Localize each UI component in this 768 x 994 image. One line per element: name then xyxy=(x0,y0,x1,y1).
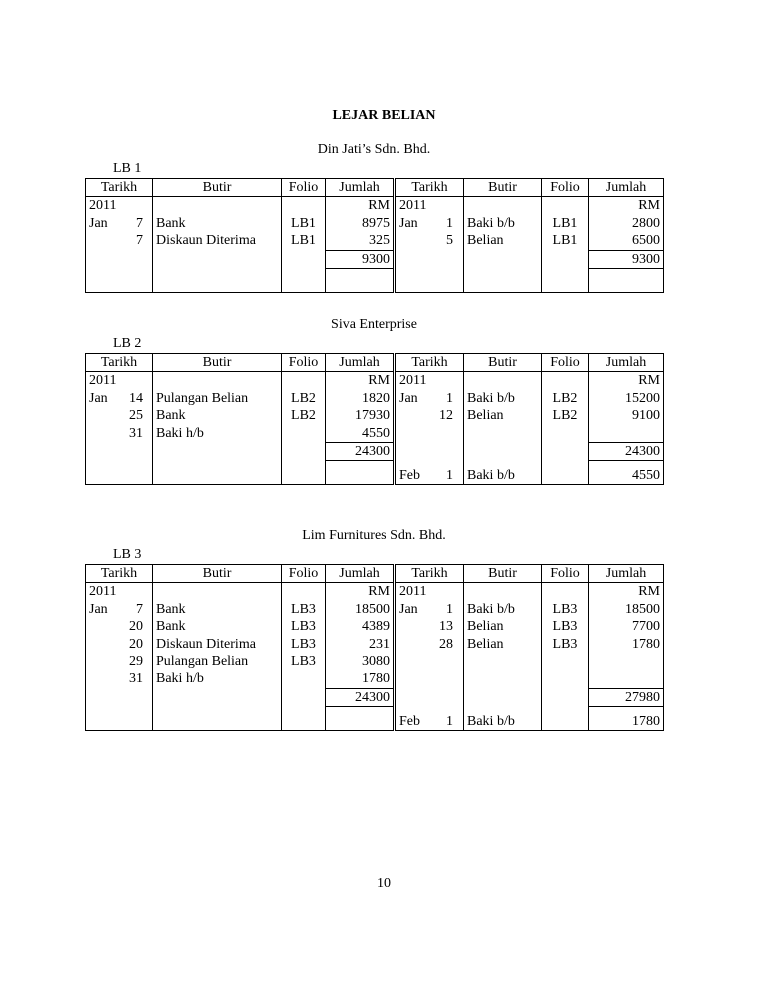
date-cell xyxy=(86,618,153,635)
entry-amount: 325 xyxy=(326,232,395,250)
carry-month: Feb xyxy=(399,713,420,729)
entry-folio: LB3 xyxy=(282,636,326,653)
entry-description: Pulangan Belian xyxy=(153,653,282,670)
header-amount: Jumlah xyxy=(589,354,664,372)
ledger-account-siva-enterprise xyxy=(85,315,663,485)
entry-description: Baki b/b xyxy=(464,601,542,618)
entry-amount: 7700 xyxy=(632,619,660,635)
table-row xyxy=(86,425,664,443)
entry-amount: 17930 xyxy=(326,407,395,424)
header-row xyxy=(86,354,664,372)
table-row xyxy=(86,653,664,670)
entry-day: 31 xyxy=(129,671,143,687)
entry-amount: 4550 xyxy=(326,425,395,443)
date-cell xyxy=(86,232,153,250)
entry-folio xyxy=(282,670,326,688)
year: 2011 xyxy=(86,197,153,215)
currency-label: RM xyxy=(638,198,660,214)
entry-day: 1 xyxy=(446,215,453,231)
entry-day: 12 xyxy=(439,408,453,424)
entry-description: Diskaun Diterima xyxy=(153,232,282,250)
currency-label: RM xyxy=(326,197,395,215)
entry-amount: 18500 xyxy=(625,601,660,617)
credit-total: 24300 xyxy=(589,443,664,461)
carry-date xyxy=(395,707,464,731)
entry-amount: 9100 xyxy=(632,408,660,424)
entry-folio: LB3 xyxy=(542,601,589,618)
entry-description: Baki h/b xyxy=(153,670,282,688)
header-desc: Butir xyxy=(153,565,282,583)
table-row xyxy=(86,670,664,688)
table-row xyxy=(86,390,664,407)
header-amount: Jumlah xyxy=(589,565,664,583)
header-folio: Folio xyxy=(542,179,589,197)
header-desc: Butir xyxy=(464,179,542,197)
entry-day: 28 xyxy=(439,636,453,652)
table-row xyxy=(86,407,664,424)
entry-amount: 18500 xyxy=(326,601,395,618)
header-date: Tarikh xyxy=(395,354,464,372)
entry-month: Jan xyxy=(89,601,108,617)
entry-day: 1 xyxy=(446,601,453,617)
entry-day: 13 xyxy=(439,619,453,635)
entry-amount: 8975 xyxy=(326,215,395,232)
date-cell xyxy=(86,407,153,424)
entry-description: Belian xyxy=(464,636,542,653)
entry-folio: LB3 xyxy=(282,618,326,635)
entry-folio: LB2 xyxy=(282,390,326,407)
entry-amount: 15200 xyxy=(625,390,660,406)
currency-label: RM xyxy=(326,372,395,390)
header-date: Tarikh xyxy=(395,179,464,197)
ledger-table xyxy=(85,178,664,293)
entry-day: 20 xyxy=(129,636,143,652)
balance-row xyxy=(86,269,664,293)
entry-folio: LB2 xyxy=(542,390,589,407)
carry-day: 1 xyxy=(446,468,453,484)
entry-description: Baki h/b xyxy=(153,425,282,443)
entry-month: Jan xyxy=(399,390,418,406)
entry-folio: LB2 xyxy=(282,407,326,424)
entry-day: 14 xyxy=(129,390,143,406)
ledger-account-lim-furnitures xyxy=(85,526,663,731)
header-folio: Folio xyxy=(542,565,589,583)
header-amount: Jumlah xyxy=(326,354,395,372)
header-desc: Butir xyxy=(464,565,542,583)
credit-total: 27980 xyxy=(589,688,664,706)
balance-row xyxy=(86,707,664,731)
entry-description: Bank xyxy=(153,407,282,424)
account-name: Siva Enterprise xyxy=(331,317,417,332)
year: 2011 xyxy=(86,372,153,390)
currency-label: RM xyxy=(638,373,660,389)
entry-folio: LB1 xyxy=(542,232,589,250)
entry-folio: LB3 xyxy=(282,601,326,618)
account-name: Din Jati’s Sdn. Bhd. xyxy=(317,142,431,157)
header-amount: Jumlah xyxy=(589,179,664,197)
account-name: Lim Furnitures Sdn. Bhd. xyxy=(302,528,446,543)
entry-amount: 231 xyxy=(326,636,395,653)
carry-month: Feb xyxy=(399,468,420,484)
header-row xyxy=(86,565,664,583)
header-amount: Jumlah xyxy=(326,565,395,583)
entry-amount: 1780 xyxy=(632,636,660,652)
entry-day: 7 xyxy=(136,601,143,617)
entry-amount: 3080 xyxy=(326,653,395,670)
year-row xyxy=(86,583,664,601)
entry-description: Belian xyxy=(464,407,542,424)
currency-label: RM xyxy=(326,583,395,601)
entry-description: Bank xyxy=(153,601,282,618)
entry-day: 31 xyxy=(129,425,143,441)
header-date: Tarikh xyxy=(86,354,153,372)
date-cell xyxy=(395,407,464,424)
carry-amount: 1780 xyxy=(632,713,660,729)
table-row xyxy=(86,601,664,618)
date-cell xyxy=(86,215,153,232)
entry-description: Bank xyxy=(153,618,282,635)
date-cell xyxy=(395,618,464,635)
entry-month: Jan xyxy=(89,390,108,406)
entry-day: 29 xyxy=(129,654,143,670)
total-row xyxy=(86,250,664,268)
header-amount: Jumlah xyxy=(326,179,395,197)
entry-amount: 1780 xyxy=(326,670,395,688)
entry-description: Diskaun Diterima xyxy=(153,636,282,653)
entry-folio: LB3 xyxy=(282,653,326,670)
entry-folio: LB1 xyxy=(282,232,326,250)
header-date: Tarikh xyxy=(395,565,464,583)
date-cell xyxy=(395,232,464,250)
entry-amount: 6500 xyxy=(632,233,660,249)
year: 2011 xyxy=(395,197,464,215)
header-date: Tarikh xyxy=(86,565,153,583)
entry-day: 7 xyxy=(136,233,143,249)
date-cell xyxy=(86,390,153,407)
entry-month: Jan xyxy=(89,215,108,231)
table-row xyxy=(86,636,664,653)
total-row xyxy=(86,443,664,461)
year: 2011 xyxy=(86,583,153,601)
year: 2011 xyxy=(395,372,464,390)
entry-description: Belian xyxy=(464,232,542,250)
header-row xyxy=(86,179,664,197)
date-cell xyxy=(395,390,464,407)
year-row xyxy=(86,372,664,390)
account-code: LB 2 xyxy=(113,336,142,351)
date-cell xyxy=(86,601,153,618)
entry-description: Bank xyxy=(153,215,282,232)
debit-total: 24300 xyxy=(326,443,395,461)
debit-total: 24300 xyxy=(326,688,395,706)
table-row xyxy=(86,215,664,232)
table-row xyxy=(86,618,664,635)
entry-description: Baki b/b xyxy=(464,215,542,232)
ledger-table xyxy=(85,564,664,731)
ledger-table xyxy=(85,353,664,485)
ledger-account-din-jati xyxy=(85,140,663,293)
header-folio: Folio xyxy=(282,179,326,197)
total-row xyxy=(86,688,664,706)
entry-amount: 1820 xyxy=(326,390,395,407)
header-desc: Butir xyxy=(153,354,282,372)
entry-day: 7 xyxy=(136,215,143,231)
date-cell xyxy=(86,636,153,653)
account-code: LB 1 xyxy=(113,161,142,176)
entry-month: Jan xyxy=(399,601,418,617)
header-desc: Butir xyxy=(153,179,282,197)
date-cell xyxy=(86,670,153,688)
page-title: LEJAR BELIAN xyxy=(332,108,436,123)
balance-row xyxy=(86,461,664,485)
header-folio: Folio xyxy=(282,565,326,583)
header-folio: Folio xyxy=(542,354,589,372)
carry-date xyxy=(395,461,464,485)
entry-day: 20 xyxy=(129,619,143,635)
entry-day: 1 xyxy=(446,390,453,406)
entry-folio xyxy=(282,425,326,443)
entry-description: Baki b/b xyxy=(464,390,542,407)
account-code: LB 3 xyxy=(113,547,142,562)
credit-total: 9300 xyxy=(589,250,664,268)
table-row xyxy=(86,232,664,250)
entry-folio: LB3 xyxy=(542,618,589,635)
header-desc: Butir xyxy=(464,354,542,372)
year: 2011 xyxy=(395,583,464,601)
year-row xyxy=(86,197,664,215)
page-number: 10 xyxy=(377,876,391,891)
entry-amount: 4389 xyxy=(326,618,395,635)
entry-day: 25 xyxy=(129,408,143,424)
header-date: Tarikh xyxy=(86,179,153,197)
entry-amount: 2800 xyxy=(632,215,660,231)
entry-month: Jan xyxy=(399,215,418,231)
entry-description: Pulangan Belian xyxy=(153,390,282,407)
currency-label: RM xyxy=(638,584,660,600)
entry-day: 5 xyxy=(446,233,453,249)
carry-description: Baki b/b xyxy=(464,707,542,731)
carry-description: Baki b/b xyxy=(464,461,542,485)
header-folio: Folio xyxy=(282,354,326,372)
entry-folio: LB1 xyxy=(282,215,326,232)
date-cell xyxy=(395,215,464,232)
entry-folio: LB3 xyxy=(542,636,589,653)
carry-amount: 4550 xyxy=(632,468,660,484)
carry-day: 1 xyxy=(446,713,453,729)
entry-description: Belian xyxy=(464,618,542,635)
date-cell xyxy=(395,636,464,653)
debit-total: 9300 xyxy=(326,250,395,268)
date-cell xyxy=(395,601,464,618)
date-cell xyxy=(86,425,153,443)
date-cell xyxy=(86,653,153,670)
entry-folio: LB2 xyxy=(542,407,589,424)
entry-folio: LB1 xyxy=(542,215,589,232)
